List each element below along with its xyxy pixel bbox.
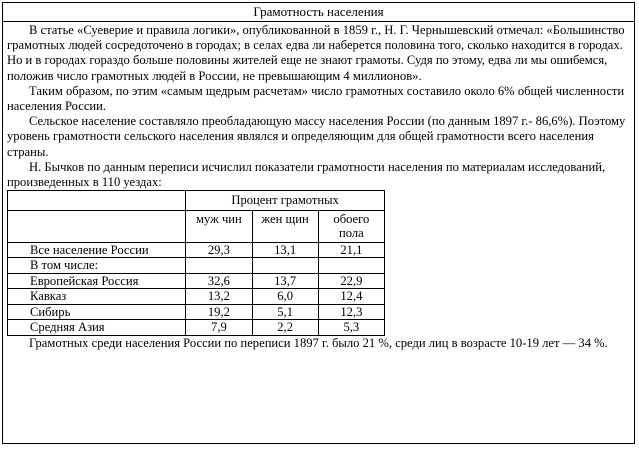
table-row [8, 320, 385, 336]
row-label: Все население России [8, 242, 186, 258]
paragraph-4: Н. Бычков по данным переписи исчислил показатели грамотности населения по материалам исследований, произведенных в 110 уездах: [7, 159, 606, 190]
cell-women: 5,1 [252, 304, 318, 320]
paragraph-5: Грамотных среди населения России по переписи 1897 г. было 21 %, среди лиц в возрасте 10-19 лет — 34 %. [29, 335, 608, 350]
column-header-women: жен щин [252, 210, 318, 242]
cell-men: 7,9 [186, 320, 252, 336]
document-frame [2, 2, 635, 444]
cell-men: 13,2 [186, 289, 252, 305]
cell-women: 13,1 [252, 242, 318, 258]
cell-both: 5,3 [318, 320, 384, 336]
row-label: Европейская Россия [8, 273, 186, 289]
table-row [8, 258, 385, 274]
document-body [3, 22, 634, 351]
cell-both: 12,4 [318, 289, 384, 305]
table-corner-cell-2 [8, 210, 186, 242]
table-row [8, 242, 385, 258]
table-row [8, 304, 385, 320]
row-label: Кавказ [8, 289, 186, 305]
column-header-men: муж чин [186, 210, 252, 242]
paragraph-2: Таким образом, по этим «самым щедрым расчетам» число грамотных составило около 6% общей численности населения России. [7, 83, 625, 114]
table-row [8, 289, 385, 305]
cell-both: 12,3 [318, 304, 384, 320]
row-label: Средняя Азия [8, 320, 186, 336]
cell-women: 2,2 [252, 320, 318, 336]
table-group-header-row [8, 191, 385, 211]
cell-women: 6,0 [252, 289, 318, 305]
cell-both: 21,1 [318, 242, 384, 258]
table-group-header: Процент грамотных [186, 191, 385, 211]
column-header-both: обоего пола [318, 210, 384, 242]
cell-women [252, 258, 318, 274]
cell-men: 19,2 [186, 304, 252, 320]
paragraph-3: Сельское население составляло преобладающую массу населения России (по данным 1897 г.- 86,6%). Поэтому уровень грамотности сельского населения являлся и определяющим для общей грамотности всего населения страны. [7, 114, 626, 159]
row-label: Сибирь [8, 304, 186, 320]
document-title: Грамотность населения [3, 3, 634, 22]
cell-men: 29,3 [186, 242, 252, 258]
row-label: В том числе: [8, 258, 186, 274]
table-corner-cell [8, 191, 186, 211]
cell-men [186, 258, 252, 274]
table-row [8, 273, 385, 289]
table-column-header-row [8, 210, 385, 242]
cell-women: 13,7 [252, 273, 318, 289]
cell-both [318, 258, 384, 274]
cell-men: 32,6 [186, 273, 252, 289]
literacy-table [7, 190, 385, 336]
cell-both: 22,9 [318, 273, 384, 289]
paragraph-1: В статье «Суеверие и правила логики», опубликованной в 1859 г., Н. Г. Чернышевский отмечал: «Большинство грамотных людей сосредоточено в городах; в селах едва ли наберется половина того, сколько находится в городах. Но и в городах гораздо больше половины жителей еще не знают грамоты. Судя по этому, едва ли мы ошибемся, положив число грамотных людей в России, не превышающим 4 миллионов». [7, 23, 625, 83]
